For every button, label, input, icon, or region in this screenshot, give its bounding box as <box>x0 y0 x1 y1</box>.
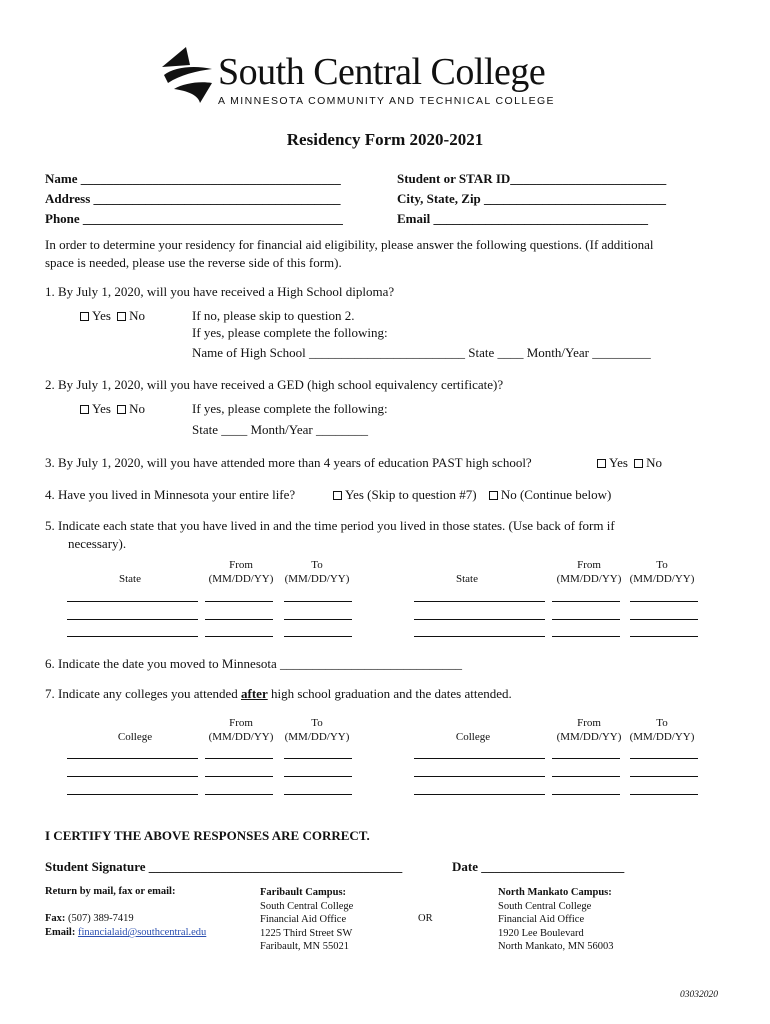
intro-line-1: In order to determine your residency for financial aid eligibility, please answer the following questions. (If additional <box>45 237 654 252</box>
from-blank[interactable] <box>552 794 620 795</box>
q1-no-checkbox[interactable] <box>117 312 126 321</box>
from-blank[interactable] <box>205 776 273 777</box>
question-7-text-end: high school graduation and the dates attended. <box>267 686 512 701</box>
address-line: Financial Aid Office <box>498 914 585 925</box>
to-blank[interactable] <box>630 758 698 759</box>
q3-options <box>597 455 662 471</box>
address-line: South Central College <box>498 900 592 912</box>
question-7-text: 7. Indicate any colleges you attended <box>45 686 242 701</box>
address-line: 1225 Third Street SW <box>260 927 353 939</box>
q3-no-checkbox[interactable] <box>634 459 643 468</box>
q4-no-label: No (Continue below) <box>500 487 612 502</box>
col-header-to: To <box>656 717 668 729</box>
or-divider: OR <box>418 913 433 924</box>
state-blank[interactable] <box>414 601 545 602</box>
address-line: Financial Aid Office <box>260 914 347 925</box>
q2-complete-note: If yes, please complete the following: <box>192 401 388 416</box>
fax-number: (507) 389-7419 <box>65 913 134 924</box>
col-header-state: State <box>456 573 478 585</box>
col-header-from-format: (MM/DD/YY) <box>208 573 274 585</box>
question-7 <box>45 686 512 702</box>
college-blank[interactable] <box>414 758 545 759</box>
q2-yes-label: Yes <box>92 401 111 416</box>
q2-state-line[interactable]: State ____ Month/Year ________ <box>192 422 368 437</box>
question-5-line-2: necessary). <box>68 536 127 551</box>
col-header-from: From <box>229 559 253 571</box>
state-blank[interactable] <box>67 619 198 620</box>
from-blank[interactable] <box>552 758 620 759</box>
return-email <box>45 927 206 938</box>
q4-options <box>333 487 611 503</box>
address-line: 1920 Lee Boulevard <box>498 927 584 939</box>
q2-yes-checkbox[interactable] <box>80 405 89 414</box>
form-revision-code: 03032020 <box>680 990 718 1000</box>
college-blank[interactable] <box>67 758 198 759</box>
state-blank[interactable] <box>67 601 198 602</box>
mankato-address <box>498 886 614 954</box>
col-header-from: From <box>577 559 601 571</box>
to-blank[interactable] <box>630 619 698 620</box>
to-blank[interactable] <box>284 636 352 637</box>
col-header-to-format: (MM/DD/YY) <box>284 573 350 585</box>
from-blank[interactable] <box>552 776 620 777</box>
to-blank[interactable] <box>630 776 698 777</box>
college-blank[interactable] <box>414 776 545 777</box>
state-blank[interactable] <box>67 636 198 637</box>
col-header-to: To <box>656 559 668 571</box>
col-header-to: To <box>311 717 323 729</box>
q2-no-label: No <box>129 401 146 416</box>
college-blank[interactable] <box>67 776 198 777</box>
return-heading: Return by mail, fax or email: <box>45 886 176 897</box>
to-blank[interactable] <box>284 794 352 795</box>
to-blank[interactable] <box>284 776 352 777</box>
q4-yes-checkbox[interactable] <box>333 491 342 500</box>
address-line: North Mankato, MN 56003 <box>498 941 614 952</box>
col-header-college: College <box>455 731 491 743</box>
college-blank[interactable] <box>67 794 198 795</box>
from-blank[interactable] <box>552 601 620 602</box>
from-blank[interactable] <box>552 636 620 637</box>
to-blank[interactable] <box>630 636 698 637</box>
col-header-college: College <box>117 731 153 743</box>
to-blank[interactable] <box>284 619 352 620</box>
intro-line-2: space is needed, please use the reverse side of this form). <box>45 255 342 270</box>
student-id-field[interactable]: Student or STAR ID________________________ <box>397 171 667 186</box>
q1-skip-note: If no, please skip to question 2. <box>192 308 355 323</box>
q3-yes-checkbox[interactable] <box>597 459 606 468</box>
date-field[interactable]: Date ______________________ <box>452 859 625 874</box>
q1-yes-checkbox[interactable] <box>80 312 89 321</box>
question-4: 4. Have you lived in Minnesota your entire life? <box>45 487 296 502</box>
q1-complete-note: If yes, please complete the following: <box>192 325 388 340</box>
q1-yes-label: Yes <box>92 308 111 323</box>
certify-statement: I CERTIFY THE ABOVE RESPONSES ARE CORRECT. <box>45 828 370 843</box>
state-blank[interactable] <box>414 636 545 637</box>
email-link[interactable]: financialaid@southcentral.edu <box>77 927 207 938</box>
col-header-to-format: (MM/DD/YY) <box>629 731 695 743</box>
question-6[interactable]: 6. Indicate the date you moved to Minnesota ____________________________ <box>45 656 463 671</box>
question-2: 2. By July 1, 2020, will you have received a GED (high school equivalency certificate)? <box>45 377 504 392</box>
signature-field[interactable]: Student Signature _______________________________________ <box>45 859 403 874</box>
q1-options <box>80 308 145 324</box>
col-header-from: From <box>577 717 601 729</box>
from-blank[interactable] <box>205 794 273 795</box>
from-blank[interactable] <box>205 636 273 637</box>
from-blank[interactable] <box>205 601 273 602</box>
address-field[interactable]: Address ______________________________________ <box>45 191 341 206</box>
q1-high-school-line[interactable]: Name of High School ________________________ State ____ Month/Year _________ <box>192 345 651 360</box>
q2-no-checkbox[interactable] <box>117 405 126 414</box>
phone-field[interactable]: Phone ________________________________________ <box>45 211 343 226</box>
q4-yes-label: Yes (Skip to question #7) <box>345 487 477 502</box>
col-header-to: To <box>311 559 323 571</box>
return-fax <box>45 913 134 924</box>
fax-label: Fax: <box>45 913 66 924</box>
q4-no-checkbox[interactable] <box>489 491 498 500</box>
q2-options <box>80 401 145 417</box>
col-header-to-format: (MM/DD/YY) <box>284 731 350 743</box>
logo-subtitle: A MINNESOTA COMMUNITY AND TECHNICAL COLLEGE <box>218 95 555 107</box>
form-title: Residency Form 2020-2021 <box>286 130 484 149</box>
mankato-heading: North Mankato Campus: <box>498 887 612 898</box>
question-3: 3. By July 1, 2020, will you have attended more than 4 years of education PAST high school? <box>45 455 532 470</box>
city-state-zip-field[interactable]: City, State, Zip ____________________________ <box>397 191 667 206</box>
col-header-to-format: (MM/DD/YY) <box>629 573 695 585</box>
from-blank[interactable] <box>552 619 620 620</box>
col-header-from-format: (MM/DD/YY) <box>556 731 622 743</box>
state-blank[interactable] <box>414 619 545 620</box>
col-header-from-format: (MM/DD/YY) <box>208 731 274 743</box>
to-blank[interactable] <box>284 758 352 759</box>
question-5-line-1: 5. Indicate each state that you have lived in and the time period you lived in those states. (Use back of form if <box>45 518 615 533</box>
to-blank[interactable] <box>284 601 352 602</box>
q3-yes-label: Yes <box>609 455 628 470</box>
faribault-heading: Faribault Campus: <box>260 887 347 898</box>
address-line: Faribault, MN 55021 <box>260 941 349 952</box>
faribault-address <box>260 886 353 954</box>
after-emphasis: after <box>241 686 268 701</box>
to-blank[interactable] <box>630 794 698 795</box>
email-field[interactable]: Email _________________________________ <box>397 211 648 226</box>
college-blank[interactable] <box>414 794 545 795</box>
from-blank[interactable] <box>205 619 273 620</box>
logo-name: South Central College <box>218 51 546 93</box>
email-label: Email: <box>45 927 76 938</box>
col-header-from-format: (MM/DD/YY) <box>556 573 622 585</box>
q1-no-label: No <box>129 308 146 323</box>
col-header-from: From <box>229 717 253 729</box>
logo-mark-icon <box>160 45 214 105</box>
q3-no-label: No <box>646 455 663 470</box>
to-blank[interactable] <box>630 601 698 602</box>
from-blank[interactable] <box>205 758 273 759</box>
name-field[interactable]: Name ________________________________________ <box>45 171 341 186</box>
address-line: South Central College <box>260 900 354 912</box>
col-header-state: State <box>119 573 141 585</box>
question-1: 1. By July 1, 2020, will you have received a High School diploma? <box>45 284 395 299</box>
